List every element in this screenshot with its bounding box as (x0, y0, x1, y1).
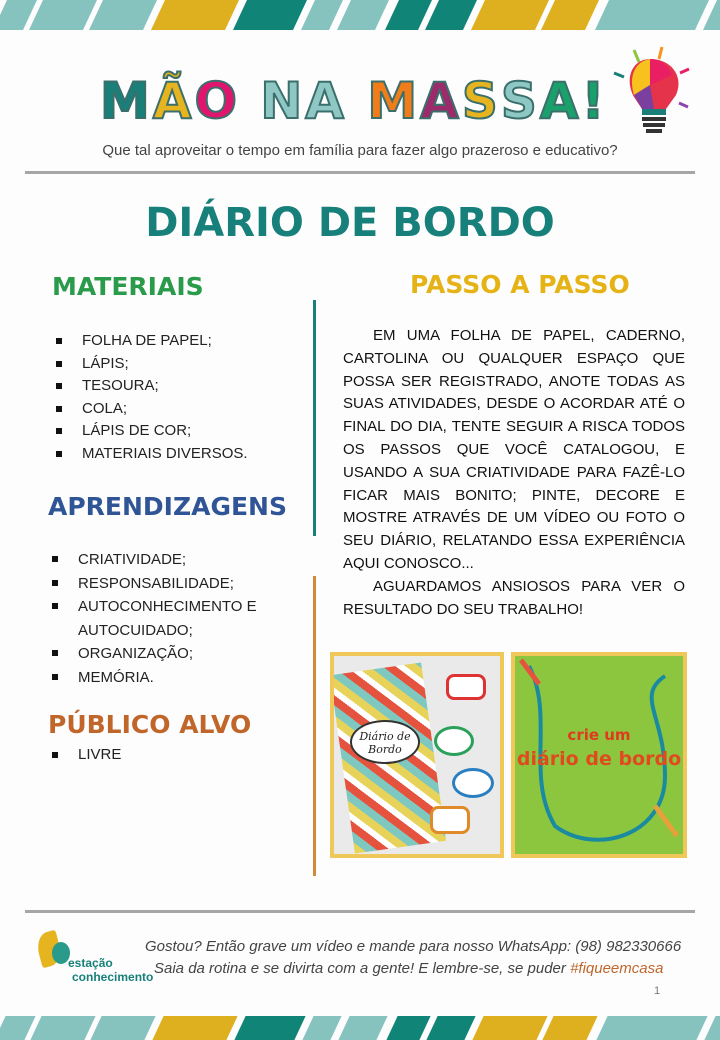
logo-letter: A (539, 72, 582, 130)
book-label: Diário de Bordo (350, 720, 420, 764)
logo-letter: N (260, 72, 306, 130)
stripe (30, 1016, 95, 1040)
divider (25, 910, 695, 913)
stripe (471, 0, 549, 30)
list-item: AUTOCONHECIMENTO E AUTOCUIDADO; (48, 595, 298, 642)
logo-letter: Ã (152, 72, 195, 130)
footer-text: Saia da rotina e se divirta com a gente! E lembre-se, se puder (154, 960, 571, 977)
stripe (151, 0, 239, 30)
stripe (385, 0, 432, 30)
logo-letter: O (194, 72, 240, 130)
stripe (337, 0, 389, 30)
stripe (90, 1016, 155, 1040)
page-number: 1 (654, 985, 661, 997)
passo-heading: PASSO A PASSO (410, 270, 630, 299)
stripe (472, 1016, 547, 1040)
poster-line2: diário de bordo (516, 748, 682, 770)
divider (25, 171, 695, 174)
footer-line1: Gostou? Então grave um vídeo e mande para nosso WhatsApp: (98) 982330666 (145, 938, 682, 955)
list-item: ORGANIZAÇÃO; (48, 642, 298, 666)
instructions-p1: EM UMA FOLHA DE PAPEL, CADERNO, CARTOLINA OU QUALQUER ESPAÇO QUE POSSA SER REGISTRADO, ANOTE TODAS AS SUAS ATIVIDADES, DESDE O ACORDAR ATÉ O FINAL DO DIA, TENTE SEGUIR A RISCA TODOS OS PASSOS QUE VOCÊ CATALOGOU, E USANDO A SUA CRIATIVIDADE PARA FAZÊ-LO FICAR MAIS BONITO; PINTE, DECORE E MOSTRE ATRAVÉS DE UM VÍDEO OU FOTO O SEU DIÁRIO, RELATANDO ESSA EXPERIÊNCIA AQUI CONOSCO... (343, 327, 685, 572)
page-title: DIÁRIO DE BORDO (145, 200, 555, 246)
list-item: RESPONSABILIDADE; (48, 572, 298, 596)
materiais-list (52, 330, 248, 465)
logo-letter (240, 72, 260, 130)
stripe (233, 0, 307, 30)
stripe (0, 1016, 36, 1040)
brand-line2: conhecimento (72, 970, 154, 984)
logo-letter (347, 72, 367, 130)
logo-letter: A (305, 72, 347, 130)
list-item: LIVRE (48, 744, 121, 767)
stripe (386, 1016, 430, 1040)
list-item: FOLHA DE PAPEL; (52, 330, 248, 353)
stripe (704, 1016, 720, 1040)
list-item: MATERIAIS DIVERSOS. (52, 443, 248, 466)
divider-orange (313, 576, 316, 876)
poster-line1: crie um (567, 726, 631, 744)
list-item: CRIATIVIDADE; (48, 548, 298, 572)
logo-letter: S (500, 72, 540, 130)
logo-letter: M (367, 72, 421, 130)
top-stripes (0, 0, 720, 30)
lightbulb-icon (612, 45, 692, 135)
diario-photo (330, 652, 504, 858)
logo-mao-na-massa (100, 72, 607, 130)
aprendizagens-list (48, 548, 298, 689)
hashtag: #fiqueemcasa (570, 960, 664, 977)
publico-heading: PÚBLICO ALVO (48, 710, 252, 739)
list-item: LÁPIS; (52, 353, 248, 376)
materiais-heading: MATERIAIS (52, 272, 204, 301)
crie-diario-poster (511, 652, 687, 858)
aprendizagens-heading: APRENDIZAGENS (48, 492, 287, 521)
estacao-logo (38, 932, 154, 984)
stripe (426, 1016, 475, 1040)
stripe (595, 0, 709, 30)
stripe (542, 1016, 597, 1040)
divider-teal (313, 300, 316, 536)
logo-letter: A (420, 72, 462, 130)
logo-letter: S (461, 72, 501, 130)
bottom-stripes (0, 1016, 720, 1040)
subtitle: Que tal aproveitar o tempo em família para fazer algo prazeroso e educativo? (102, 142, 618, 159)
stripe (302, 1016, 341, 1040)
publico-list (48, 744, 121, 767)
stripe (89, 0, 157, 30)
stripe (29, 0, 97, 30)
instructions (343, 325, 685, 621)
stripe (338, 1016, 387, 1040)
logo-letter: ! (581, 72, 608, 130)
stripe (541, 0, 599, 30)
list-item: MEMÓRIA. (48, 666, 298, 690)
stripe (596, 1016, 707, 1040)
stripe (152, 1016, 237, 1040)
list-item: COLA; (52, 398, 248, 421)
instructions-p2: AGUARDAMOS ANSIOSOS PARA VER O RESULTADO DO SEU TRABALHO! (343, 577, 685, 618)
stripe (425, 0, 477, 30)
stripe (234, 1016, 305, 1040)
footer-line2 (154, 960, 714, 977)
list-item: TESOURA; (52, 375, 248, 398)
brand-line1: estação (68, 956, 113, 970)
logo-letter: M (100, 72, 153, 130)
list-item: LÁPIS DE COR; (52, 420, 248, 443)
stripe (301, 0, 343, 30)
